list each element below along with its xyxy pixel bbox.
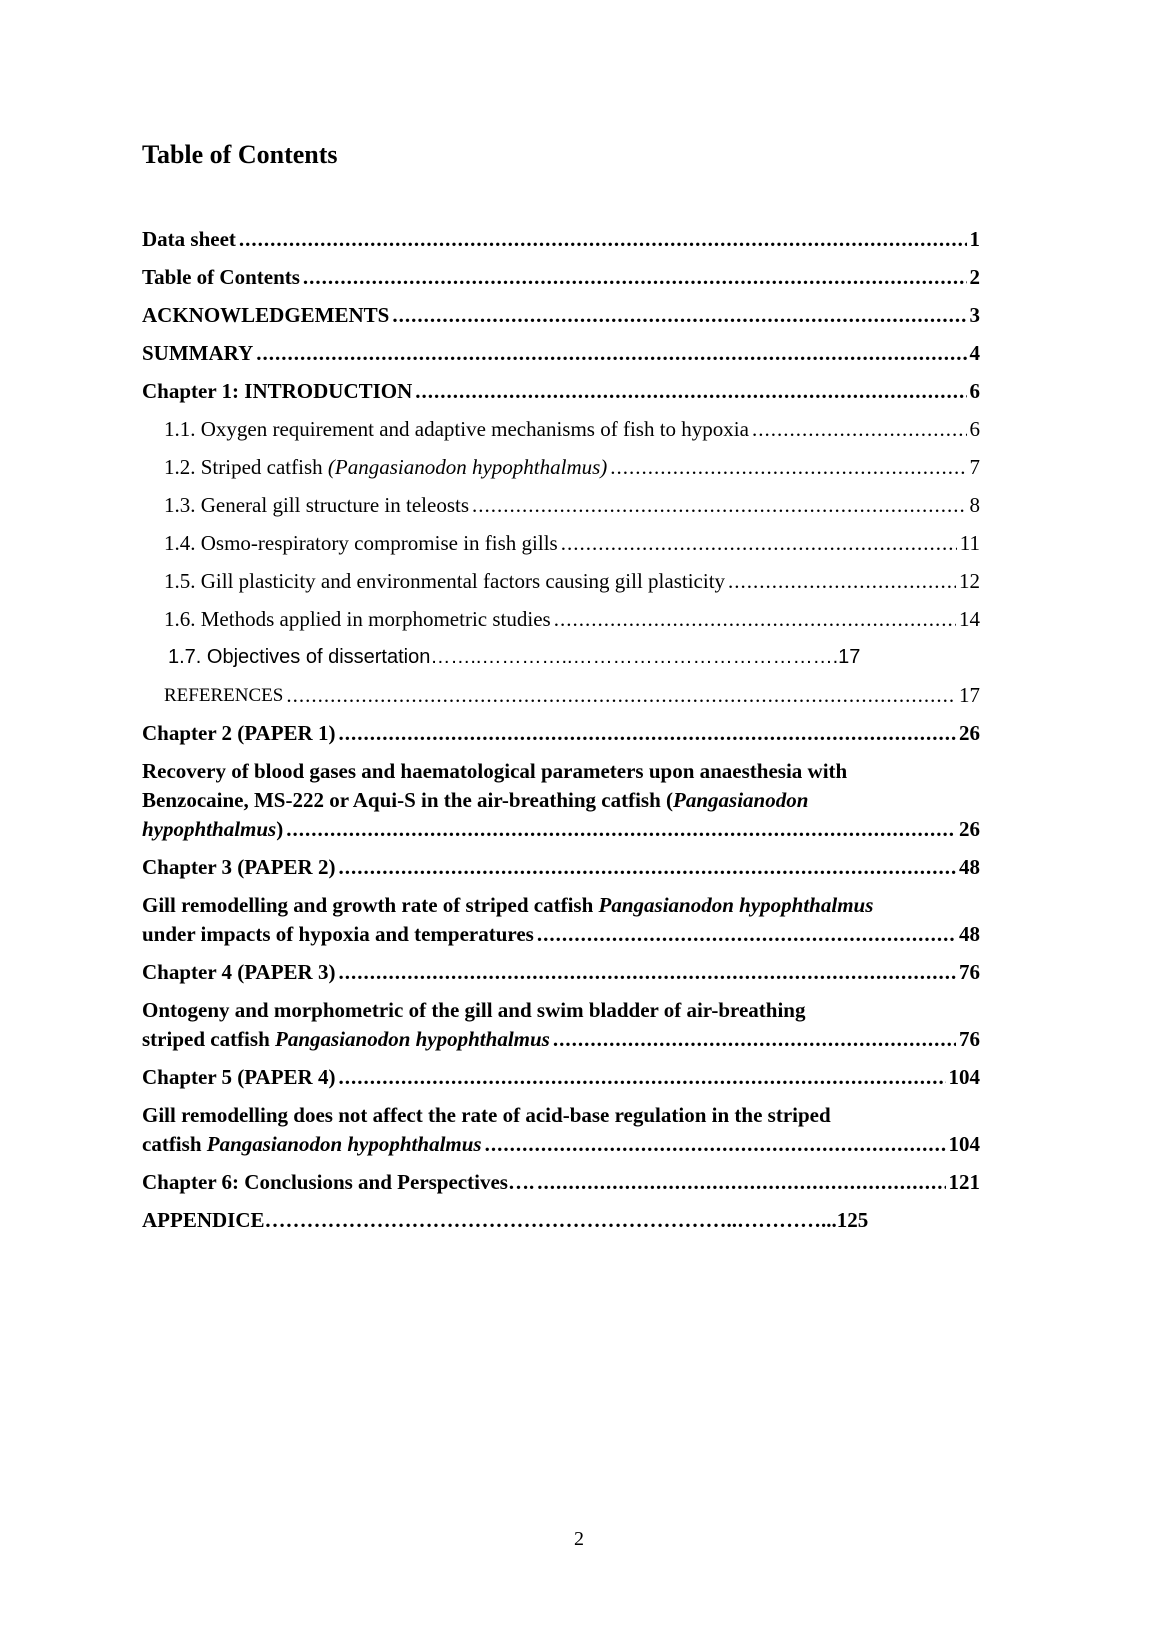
toc-entry-text: 1.3. General gill structure in teleosts	[164, 493, 470, 517]
toc-entry-text	[142, 815, 283, 844]
toc-entry-section-1-2[interactable]	[142, 453, 980, 482]
toc-page-number: 104	[948, 1065, 980, 1089]
toc-page-number: 11	[959, 531, 980, 555]
toc-entry-text-prefix: 1.2. Striped catfish	[164, 455, 328, 479]
toc-entry-text: under impacts of hypoxia and temperatures	[142, 922, 534, 946]
toc-entry-text-suffix: )	[276, 817, 284, 841]
toc-page-number: 104	[948, 1132, 980, 1156]
toc-entry-section-1-5[interactable]	[142, 567, 980, 596]
toc-entry-section-1-1[interactable]	[142, 415, 980, 444]
toc-page-number: 2	[969, 265, 980, 289]
toc-entry-text	[142, 1130, 482, 1159]
toc-entry-chapter-1[interactable]	[142, 377, 980, 406]
toc-entry-text: Data sheet	[142, 227, 236, 251]
toc-page-number: 6	[969, 417, 980, 441]
toc-entry-paper-3[interactable]	[142, 996, 980, 1054]
dot-leader	[303, 263, 967, 292]
dot-leader	[392, 301, 966, 330]
toc-entry-chapter-3[interactable]	[142, 853, 980, 882]
toc-page-number: 76	[959, 1027, 980, 1051]
toc-entry-text-prefix: catfish	[142, 1132, 207, 1156]
dot-leader	[338, 853, 956, 882]
dot-leader	[338, 958, 956, 987]
toc-page-number: 7	[969, 455, 980, 479]
toc-entry-text: APPENDICE…………………………………………………………..…………...125	[142, 1208, 869, 1232]
toc-entry-text-prefix: Benzocaine, MS-222 or Aqui-S in the air-breathing catfish (	[142, 788, 674, 812]
toc-entry-section-1-6[interactable]	[142, 605, 980, 634]
toc-entry-line: Ontogeny and morphometric of the gill and swim bladder of air-breathing	[142, 998, 806, 1022]
toc-entry-text: 1.4. Osmo-respiratory compromise in fish gills	[164, 531, 558, 555]
footer-page-number: 2	[574, 1528, 584, 1550]
dot-leader	[338, 719, 956, 748]
toc-entry-line	[142, 786, 980, 815]
toc-entry-paper-1[interactable]	[142, 757, 980, 844]
species-name-italic: Pangasianodon hypophthalmus	[206, 1132, 482, 1156]
species-name-italic: (Pangasianodon hypophthalmus)	[327, 455, 608, 479]
toc-page-number: 14	[959, 607, 980, 631]
toc-entry-appendice[interactable]	[142, 1206, 980, 1235]
toc-entry-line	[142, 1130, 980, 1159]
toc-entry-summary[interactable]	[142, 339, 980, 368]
dot-leader	[610, 453, 966, 482]
toc-entry-text: Chapter 5 (PAPER 4)	[142, 1065, 336, 1089]
toc-page-number: 4	[969, 341, 980, 365]
page-title: Table of Contents	[142, 140, 338, 169]
toc-entry-section-1-3[interactable]	[142, 491, 980, 520]
toc-entry-paper-4[interactable]	[142, 1101, 980, 1159]
toc-page-number: 26	[959, 817, 980, 841]
toc-entry-text: Table of Contents	[142, 265, 300, 289]
toc-entry-text: ACKNOWLEDGEMENTS	[142, 303, 390, 327]
toc-entry-text: Chapter 3 (PAPER 2)	[142, 855, 336, 879]
dot-leader	[286, 815, 956, 844]
toc-page-number: 48	[959, 922, 980, 946]
toc-entry-chapter-5[interactable]	[142, 1063, 980, 1092]
dot-leader	[728, 567, 956, 596]
toc-entry-section-1-4[interactable]	[142, 529, 980, 558]
dot-leader	[256, 339, 966, 368]
species-name-italic: Pangasianodon hypophthalmus	[598, 893, 874, 917]
toc-entry-text: 1.6. Methods applied in morphometric studies	[164, 607, 551, 631]
toc-entry-line	[142, 815, 980, 844]
toc-entry-text-prefix: Gill remodelling and growth rate of striped catfish	[142, 893, 599, 917]
dot-leader	[286, 681, 956, 710]
toc-entry-text: Chapter 1: INTRODUCTION	[142, 379, 413, 403]
dot-leader	[537, 1168, 945, 1197]
toc-page-number: 3	[969, 303, 980, 327]
species-name-italic: Pangasianodon hypophthalmus	[275, 1027, 550, 1051]
toc-page-number: 48	[959, 855, 980, 879]
dot-leader	[554, 605, 956, 634]
toc-entry-chapter-2[interactable]	[142, 719, 980, 748]
dot-leader	[485, 1130, 946, 1159]
toc-entry-text	[142, 1025, 550, 1054]
toc-page-number: 76	[959, 960, 980, 984]
dot-leader	[415, 377, 966, 406]
toc-entry-line	[142, 1025, 980, 1054]
toc-entry-text: Chapter 2 (PAPER 1)	[142, 721, 336, 745]
dot-leader	[561, 529, 957, 558]
toc-entry-text: Chapter 6: Conclusions and Perspectives….	[142, 1170, 535, 1194]
dot-leader	[537, 920, 956, 949]
toc-entry-chapter-6[interactable]	[142, 1168, 980, 1197]
table-of-contents	[142, 225, 980, 1244]
toc-page-number: 17	[959, 683, 980, 707]
toc-entry-paper-2[interactable]	[142, 891, 980, 949]
toc-entry-acknowledgements[interactable]	[142, 301, 980, 330]
toc-entry-section-1-7[interactable]	[142, 643, 980, 672]
toc-entry-line: Gill remodelling does not affect the rate of acid-base regulation in the striped	[142, 1103, 831, 1127]
toc-entry-line	[142, 891, 980, 920]
toc-page-number: 6	[969, 379, 980, 403]
toc-entry-text: 1.5. Gill plasticity and environmental factors causing gill plasticity	[164, 569, 726, 593]
toc-entry-chapter-4[interactable]	[142, 958, 980, 987]
toc-page-number: 1	[969, 227, 980, 251]
toc-entry-text: 1.7. Objectives of dissertation……..…………..………………………………….17	[168, 646, 861, 668]
toc-entry-references[interactable]	[142, 681, 980, 710]
toc-entry-text: REFERENCES	[164, 685, 284, 706]
toc-entry-line: Recovery of blood gases and haematological parameters upon anaesthesia with	[142, 759, 848, 783]
species-name-italic: Pangasianodon	[673, 788, 809, 812]
toc-page-number: 121	[948, 1170, 980, 1194]
toc-page-number: 26	[959, 721, 980, 745]
dot-leader	[338, 1063, 945, 1092]
toc-entry-text	[164, 453, 607, 482]
toc-entry-line	[142, 920, 980, 949]
toc-entry-data-sheet[interactable]	[142, 225, 980, 254]
toc-entry-text-prefix: striped catfish	[142, 1027, 275, 1051]
dot-leader	[553, 1025, 956, 1054]
dot-leader	[239, 225, 967, 254]
dot-leader	[752, 415, 967, 444]
toc-page-number: 8	[969, 493, 980, 517]
toc-entry-table-of-contents[interactable]	[142, 263, 980, 292]
toc-page-number: 12	[959, 569, 980, 593]
toc-entry-text: 1.1. Oxygen requirement and adaptive mechanisms of fish to hypoxia	[164, 417, 749, 441]
toc-entry-text: SUMMARY	[142, 341, 254, 365]
species-name-italic: hypophthalmus	[142, 817, 277, 841]
dot-leader	[472, 491, 966, 520]
toc-entry-text: Chapter 4 (PAPER 3)	[142, 960, 336, 984]
